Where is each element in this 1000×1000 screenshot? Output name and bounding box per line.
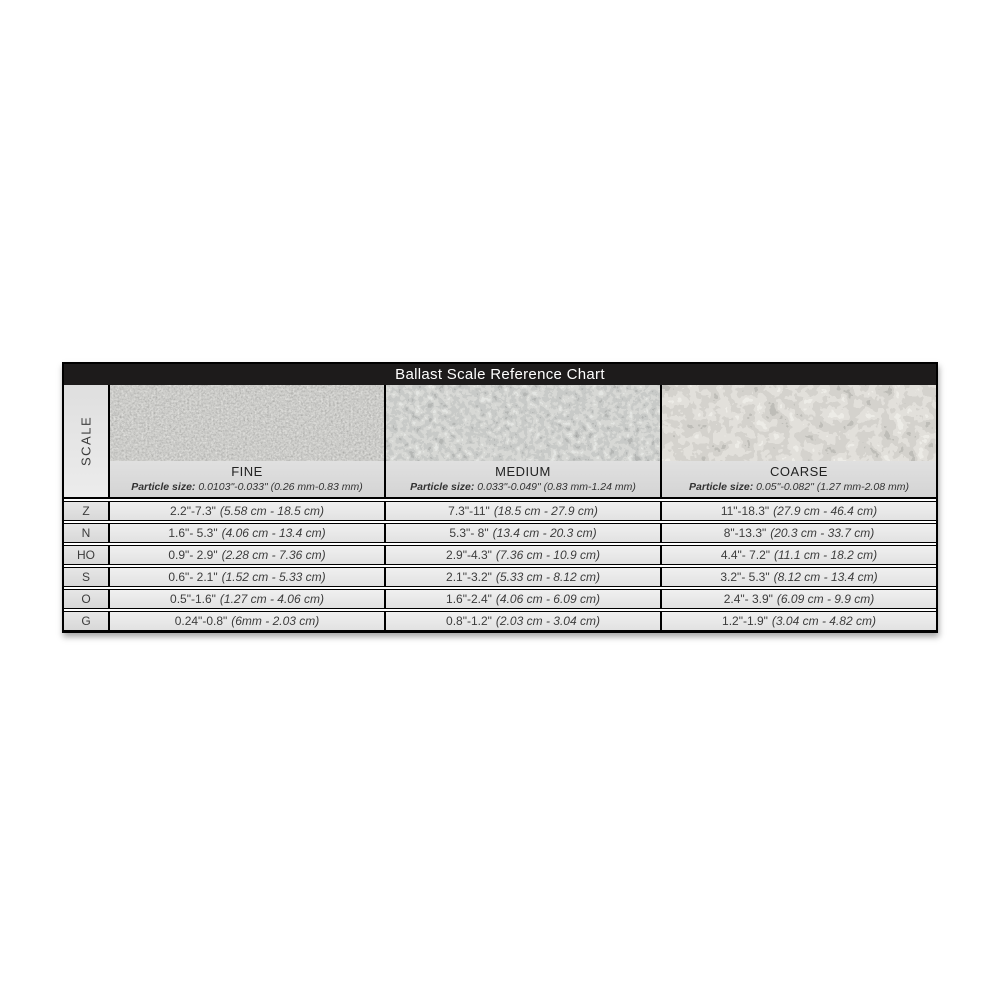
inches-range: 2.4"- 3.9" bbox=[723, 592, 773, 606]
fine-value-cell bbox=[108, 590, 384, 608]
coarse-value-cell bbox=[660, 546, 936, 564]
chart-body bbox=[64, 501, 936, 631]
inches-range: 2.2"-7.3" bbox=[170, 504, 216, 518]
fine-ballast-photo bbox=[110, 385, 384, 461]
medium-value-cell bbox=[384, 590, 660, 608]
medium-value-cell bbox=[384, 612, 660, 630]
fine-value-cell bbox=[108, 612, 384, 630]
inches-range: 8"-13.3" bbox=[723, 526, 767, 540]
inches-range: 0.6"- 2.1" bbox=[168, 570, 218, 584]
scale-axis-label: SCALE bbox=[64, 385, 108, 497]
row-scale-label: HO bbox=[64, 546, 108, 564]
table-row-g bbox=[64, 611, 936, 631]
medium-value-cell bbox=[384, 524, 660, 542]
particle-size-fine bbox=[110, 480, 384, 494]
table-row-s bbox=[64, 567, 936, 587]
column-header-medium bbox=[386, 461, 660, 497]
inches-range: 1.6"-2.4" bbox=[446, 592, 492, 606]
coarse-value-cell bbox=[660, 524, 936, 542]
metric-range: (6.09 cm - 9.9 cm) bbox=[776, 592, 875, 606]
column-fine bbox=[108, 385, 384, 497]
column-medium bbox=[384, 385, 660, 497]
metric-range: (1.52 cm - 5.33 cm) bbox=[221, 570, 326, 584]
particle-size-label: Particle size: bbox=[131, 481, 196, 493]
fine-value-cell bbox=[108, 568, 384, 586]
particle-size-range: 0.05"-0.082" (1.27 mm-2.08 mm) bbox=[756, 481, 909, 493]
table-row-ho bbox=[64, 545, 936, 565]
inches-range: 0.8"-1.2" bbox=[446, 614, 492, 628]
metric-range: (1.27 cm - 4.06 cm) bbox=[219, 592, 324, 606]
metric-range: (20.3 cm - 33.7 cm) bbox=[770, 526, 875, 540]
inches-range: 1.6"- 5.3" bbox=[168, 526, 218, 540]
inches-range: 3.2"- 5.3" bbox=[720, 570, 770, 584]
chart-title: Ballast Scale Reference Chart bbox=[64, 364, 936, 385]
metric-range: (7.36 cm - 10.9 cm) bbox=[495, 548, 600, 562]
coarse-ballast-photo bbox=[662, 385, 936, 461]
coarse-value-cell bbox=[660, 590, 936, 608]
coarse-value-cell bbox=[660, 568, 936, 586]
medium-value-cell bbox=[384, 502, 660, 520]
metric-range: (4.06 cm - 6.09 cm) bbox=[495, 592, 600, 606]
column-title-medium: MEDIUM bbox=[495, 464, 551, 479]
chart-header-section bbox=[64, 385, 936, 499]
metric-range: (4.06 cm - 13.4 cm) bbox=[221, 526, 326, 540]
particle-size-range: 0.033"-0.049" (0.83 mm-1.24 mm) bbox=[477, 481, 636, 493]
inches-range: 1.2"-1.9" bbox=[722, 614, 768, 628]
metric-range: (5.58 cm - 18.5 cm) bbox=[219, 504, 324, 518]
particle-size-label: Particle size: bbox=[689, 481, 754, 493]
particle-size-medium bbox=[386, 480, 660, 494]
inches-range: 4.4"- 7.2" bbox=[720, 548, 771, 562]
column-title-coarse: COARSE bbox=[770, 464, 828, 479]
particle-size-label: Particle size: bbox=[410, 481, 475, 493]
inches-range: 7.3"-11" bbox=[448, 504, 490, 518]
metric-range: (5.33 cm - 8.12 cm) bbox=[495, 570, 600, 584]
particle-size-range: 0.0103"-0.033" (0.26 mm-0.83 mm) bbox=[198, 481, 363, 493]
inches-range: 5.3"- 8" bbox=[449, 526, 489, 540]
fine-value-cell bbox=[108, 546, 384, 564]
metric-range: (2.28 cm - 7.36 cm) bbox=[221, 548, 326, 562]
inches-range: 0.9"- 2.9" bbox=[168, 548, 218, 562]
metric-range: (8.12 cm - 13.4 cm) bbox=[773, 570, 878, 584]
inches-range: 0.24"-0.8" bbox=[174, 614, 228, 628]
coarse-value-cell bbox=[660, 502, 936, 520]
row-scale-label: O bbox=[64, 590, 108, 608]
table-row-z bbox=[64, 501, 936, 521]
row-scale-label: N bbox=[64, 524, 108, 542]
medium-ballast-photo bbox=[386, 385, 660, 461]
particle-size-coarse bbox=[662, 480, 936, 494]
table-row-n bbox=[64, 523, 936, 543]
inches-range: 0.5"-1.6" bbox=[170, 592, 216, 606]
metric-range: (18.5 cm - 27.9 cm) bbox=[493, 504, 598, 518]
coarse-value-cell bbox=[660, 612, 936, 630]
medium-value-cell bbox=[384, 568, 660, 586]
column-header-fine bbox=[110, 461, 384, 497]
metric-range: (27.9 cm - 46.4 cm) bbox=[773, 504, 878, 518]
fine-value-cell bbox=[108, 524, 384, 542]
fine-value-cell bbox=[108, 502, 384, 520]
metric-range: (13.4 cm - 20.3 cm) bbox=[492, 526, 597, 540]
inches-range: 2.9"-4.3" bbox=[446, 548, 492, 562]
row-scale-label: Z bbox=[64, 502, 108, 520]
metric-range: (6mm - 2.03 cm) bbox=[231, 614, 320, 628]
inches-range: 11"-18.3" bbox=[720, 504, 770, 518]
row-scale-label: G bbox=[64, 612, 108, 630]
metric-range: (2.03 cm - 3.04 cm) bbox=[495, 614, 600, 628]
metric-range: (11.1 cm - 18.2 cm) bbox=[774, 548, 878, 562]
medium-value-cell bbox=[384, 546, 660, 564]
metric-range: (3.04 cm - 4.82 cm) bbox=[771, 614, 876, 628]
column-coarse bbox=[660, 385, 936, 497]
ballast-scale-reference-chart bbox=[62, 362, 938, 633]
inches-range: 2.1"-3.2" bbox=[446, 570, 492, 584]
table-row-o bbox=[64, 589, 936, 609]
row-scale-label: S bbox=[64, 568, 108, 586]
column-header-coarse bbox=[662, 461, 936, 497]
column-title-fine: FINE bbox=[231, 464, 263, 479]
